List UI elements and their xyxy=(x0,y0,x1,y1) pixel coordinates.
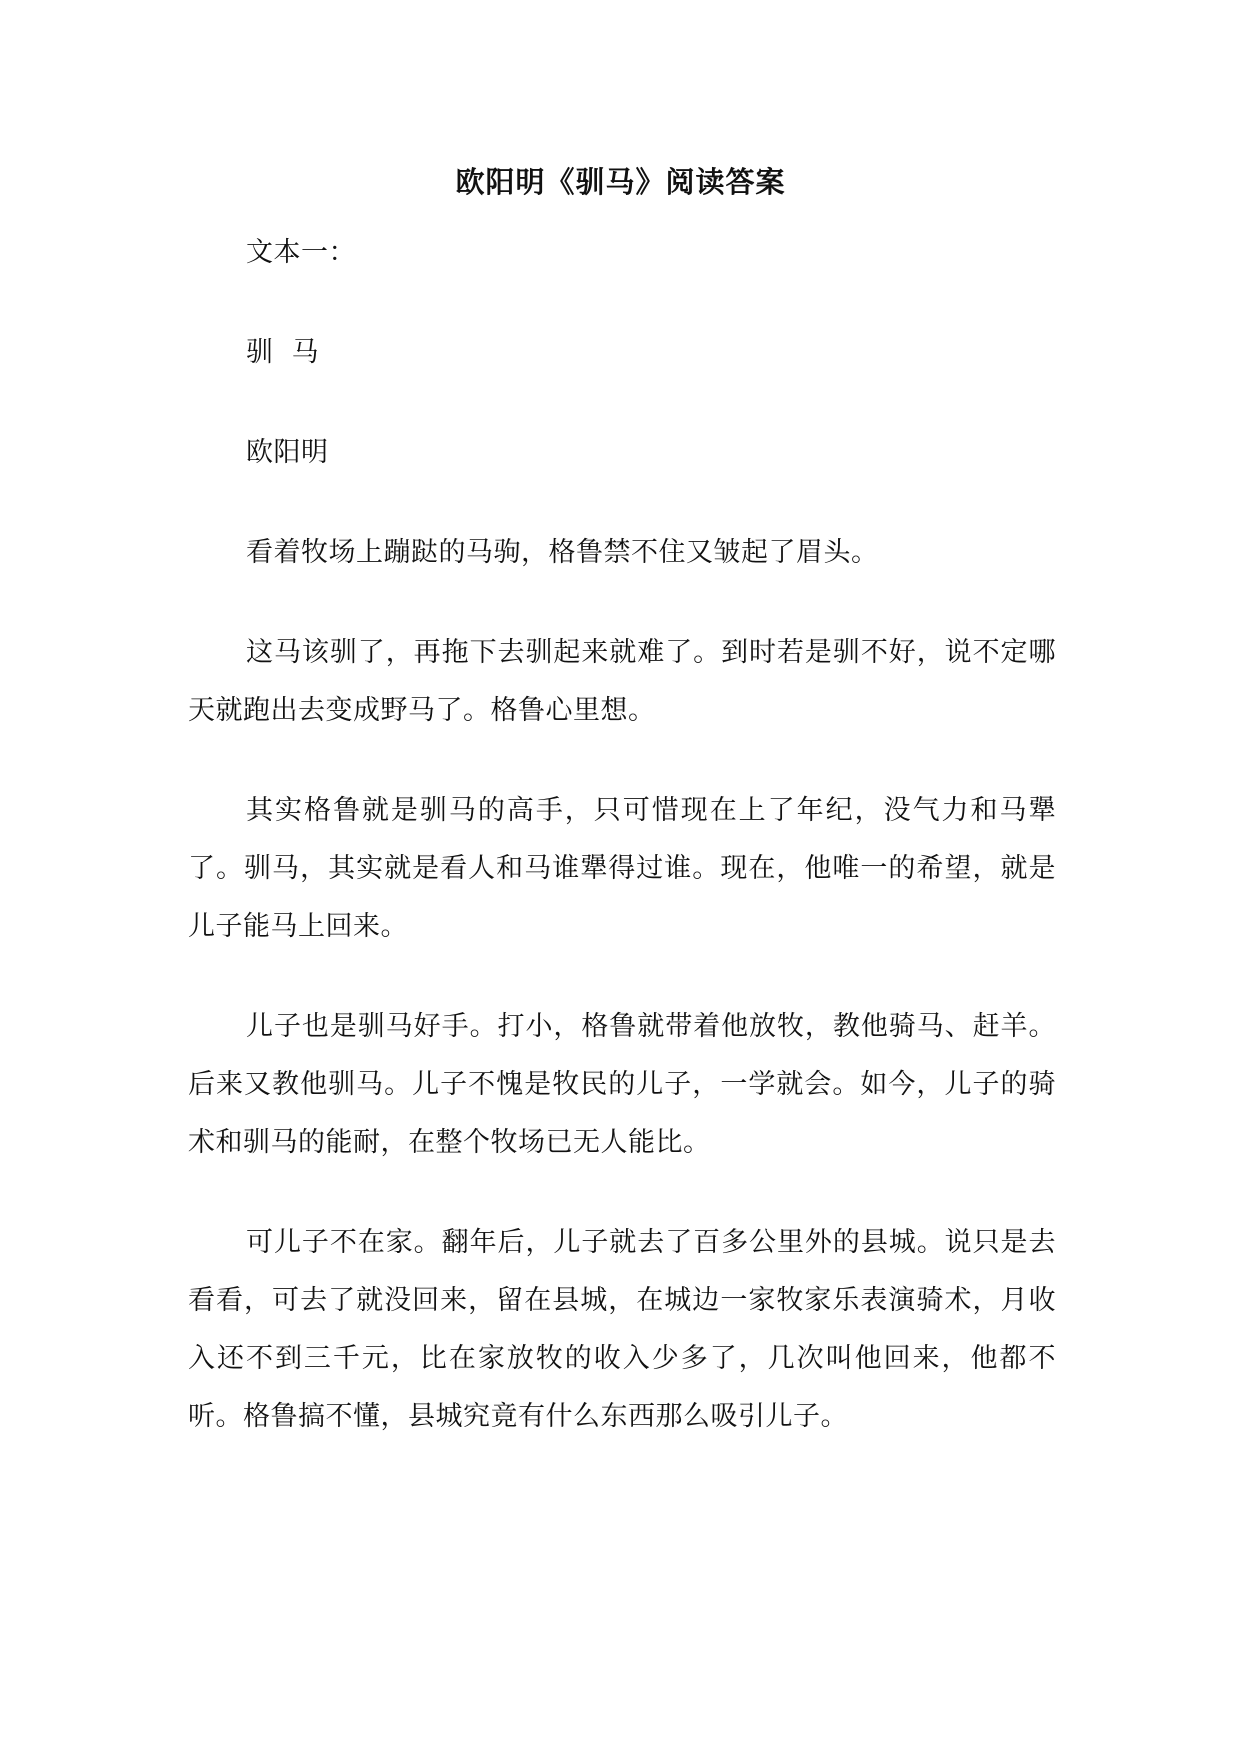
story-title: 驯 马 xyxy=(246,337,320,368)
paragraph-5: 可儿子不在家。翻年后，儿子就去了百多公里外的县城。说只是去看看，可去了就没回来，留在县城，在城边一家牧家乐表演骑术，月收入还不到三千元，比在家放牧的收入少多了，几次叫他回来，他都不听。格鲁搞不懂，县城究竟有什么东西那么吸引儿子。 xyxy=(188,1227,1056,1432)
paragraph-1: 看着牧场上蹦跶的马驹，格鲁禁不住又皱起了眉头。 xyxy=(246,537,879,568)
paragraph-4: 儿子也是驯马好手。打小，格鲁就带着他放牧，教他骑马、赶羊。后来又教他驯马。儿子不愧是牧民的儿子，一学就会。如今，儿子的骑术和驯马的能耐，在整个牧场已无人能比。 xyxy=(188,1011,1056,1158)
paragraph-3: 其实格鲁就是驯马的高手，只可惜现在上了年纪，没气力和马犟了。驯马，其实就是看人和马谁犟得过谁。现在，他唯一的希望，就是儿子能马上回来。 xyxy=(188,795,1056,942)
paragraph-2: 这马该驯了，再拖下去驯起来就难了。到时若是驯不好，说不定哪天就跑出去变成野马了。格鲁心里想。 xyxy=(188,637,1056,726)
document-body xyxy=(188,224,1056,1488)
story-author: 欧阳明 xyxy=(246,437,329,468)
document-title: 欧阳明《驯马》阅读答案 xyxy=(455,165,786,199)
section-label: 文本一： xyxy=(246,237,356,268)
